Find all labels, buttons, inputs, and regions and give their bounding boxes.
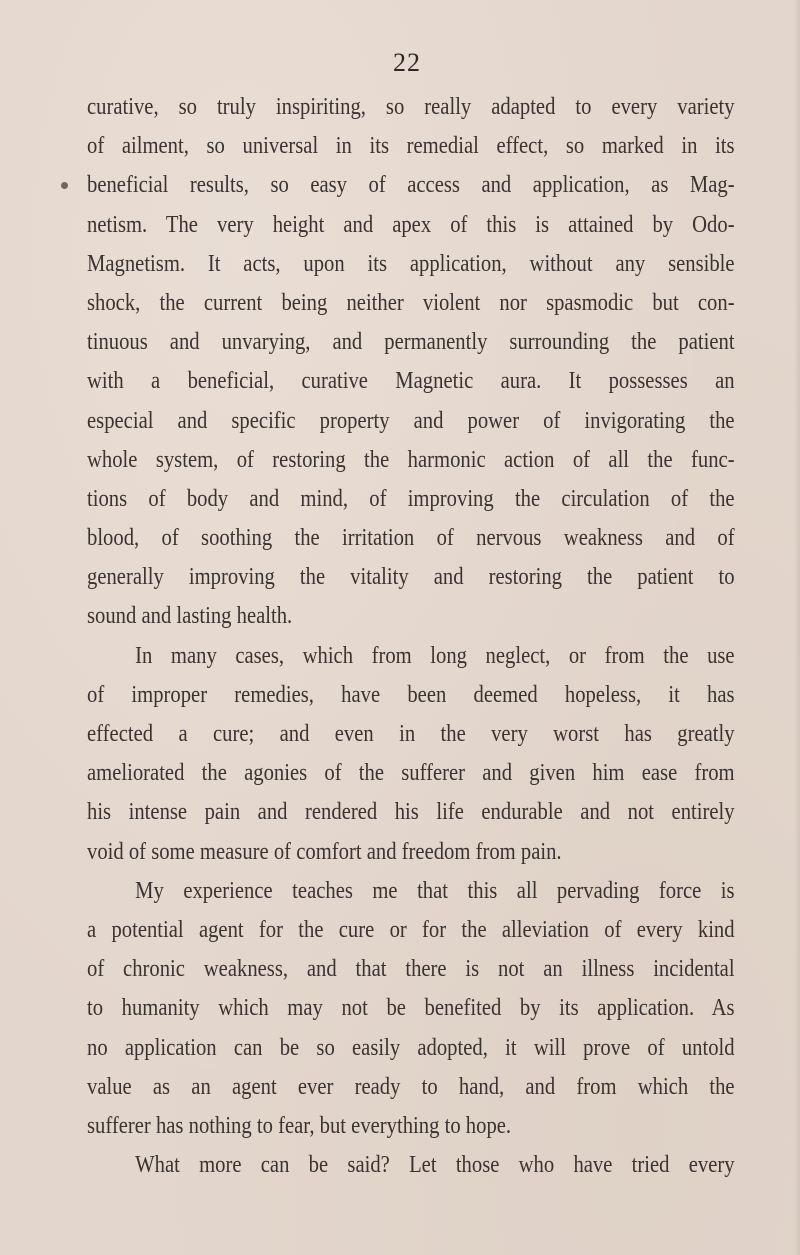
page-number [0,48,800,78]
text-line: of chronic weakness, and that there is not an illness incidental [87,956,735,983]
paragraph-3 [87,872,735,1146]
text-line: a potential agent for the cure or for the alleviation of every kind [87,916,735,943]
text-line: of ailment, so universal in its remedial effect, so marked in its [87,133,735,160]
text-line: tinuous and unvarying, and permanently surrounding the patient [87,329,735,356]
text-line: Magnetism. It acts, upon its application, without any sensible [87,250,735,277]
text-line: ameliorated the agonies of the sufferer and given him ease from [87,760,735,787]
text-line: blood, of soothing the irritation of nervous weakness and of [87,525,735,552]
text-line: curative, so truly inspiriting, so really adapted to every variety [87,94,735,120]
text-line: of improper remedies, have been deemed hopeless, it has [87,681,735,708]
text-line: void of some measure of comfort and freedom from pain. [87,838,562,865]
text-line: shock, the current being neither violent nor spasmodic but con- [87,289,735,316]
text-line: generally improving the vitality and restoring the patient to [87,564,735,591]
text-line: sound and lasting health. [87,603,293,630]
text-line: What more can be said? Let those who have tried every [135,1152,735,1179]
page-number-text: 22 [393,48,421,77]
text-line: value as an agent ever ready to hand, and from which the [87,1073,735,1100]
text-line: In many cases, which from long neglect, or from the use [135,642,735,669]
text-line: with a beneficial, curative Magnetic aura. It possesses an [87,368,735,395]
text-line: to humanity which may not be benefited by its application. As [87,995,735,1022]
paragraph-4 [87,1146,735,1185]
ink-speck [61,182,68,189]
text-line: beneficial results, so easy of access and application, as Mag- [87,172,735,199]
text-line: netism. The very height and apex of this is attained by Odo- [87,211,735,238]
text-line: whole system, of restoring the harmonic action of all the func- [87,446,735,473]
text-line: especial and specific property and power of invigorating the [87,407,735,434]
text-line: tions of body and mind, of improving the circulation of the [87,485,735,512]
paragraph-2 [87,637,735,872]
text-line: his intense pain and rendered his life endurable and not entirely [87,799,735,826]
page-edge-shadow [794,0,800,1255]
text-line: My experience teaches me that this all pervading force is [135,877,735,904]
paragraph-1 [87,88,735,637]
text-line: sufferer has nothing to fear, but everything to hope. [87,1112,512,1139]
text-line: no application can be so easily adopted, it will prove of untold [87,1034,735,1061]
text-line: effected a cure; and even in the very worst has greatly [87,721,735,747]
body-text [87,88,735,1185]
